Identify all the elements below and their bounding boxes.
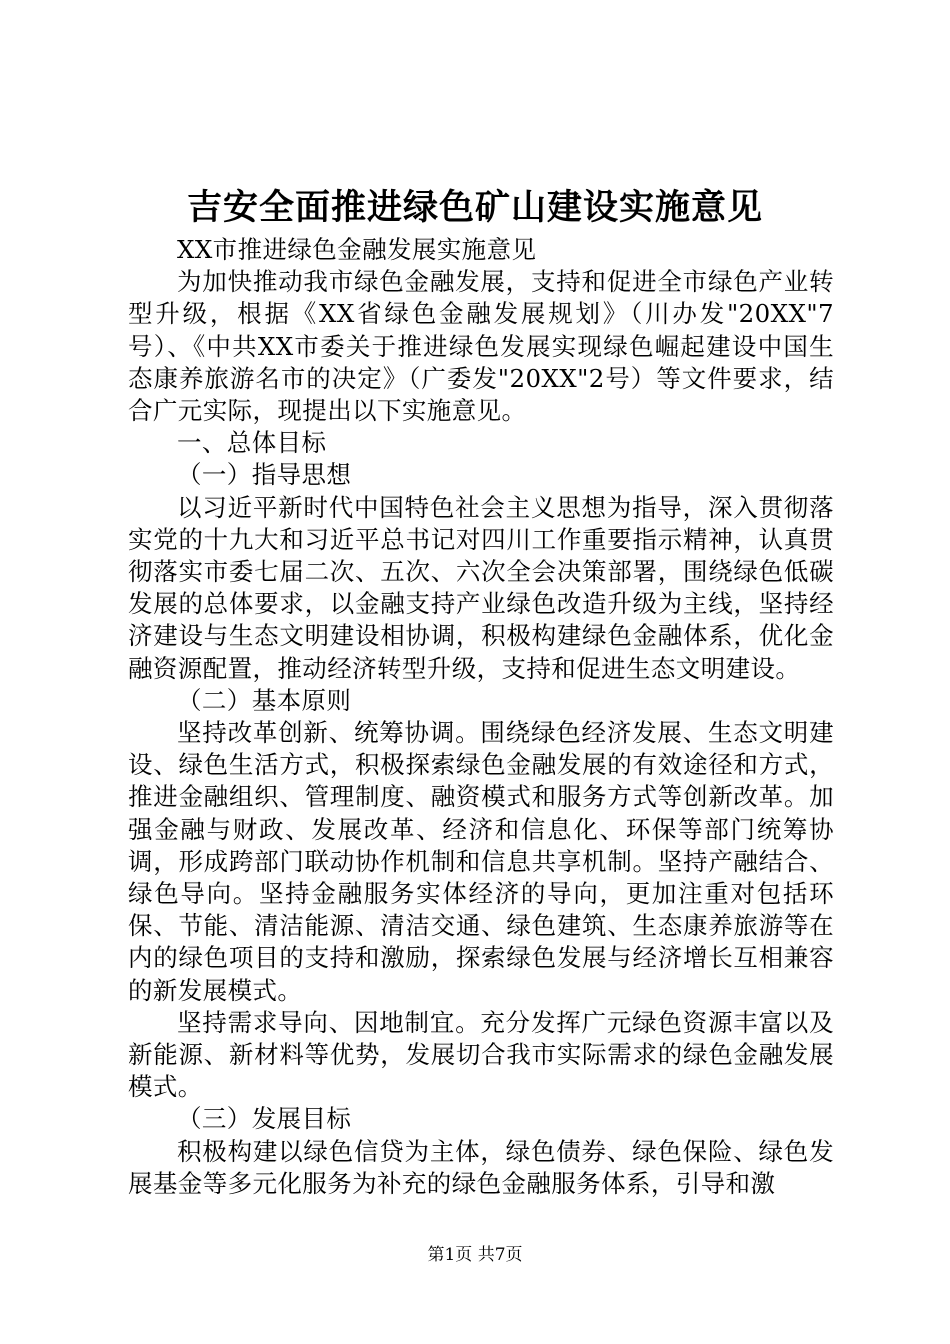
heading-overall-goals: 一、总体目标 [177, 428, 327, 458]
document-title: 吉安全面推进绿色矿山建设实施意见 [186, 187, 763, 228]
paragraph-guiding-ideology: 以习近平新时代中国特色社会主义思想为指导，深入贯彻落实党的十九大和习近平总书记对四川工作重要指示精神，认真贯彻落实市委七届二次、五次、六次全会决策部署，围绕绿色低碳发展的总体要求，以金融支持产业绿色改造升级为主线，坚持经济建设与生态文明建设相协调，积极构建绿色金融体系，优化金融资源配置，推动经济转型升级，支持和促进生态文明建设。 [128, 492, 834, 683]
page-footer: 第1页 共7页 [427, 1245, 523, 1265]
paragraph-principle-reform: 坚持改革创新、统筹协调。围绕绿色经济发展、生态文明建设、绿色生活方式，积极探索绿色金融发展的有效途径和方式，推进金融组织、管理制度、融资模式和服务方式等创新改革。加强金融与财政、发展改革、经济和信息化、环保等部门统筹协调，形成跨部门联动协作机制和信息共享机制。坚持产融结合、绿色导向。坚持金融服务实体经济的导向，更加注重对包括环保、节能、清洁能源、清洁交通、绿色建筑、生态康养旅游等在内的绿色项目的支持和激励，探索绿色发展与经济增长互相兼容的新发展模式。 [128, 718, 834, 1005]
heading-guiding-ideology: （一）指导思想 [177, 460, 352, 490]
paragraph-development-goals: 积极构建以绿色信贷为主体，绿色债券、绿色保险、绿色发展基金等多元化服务为补充的绿色金融服务体系，引导和激 [128, 1136, 834, 1198]
heading-development-goals: （三）发展目标 [177, 1104, 352, 1134]
heading-basic-principles: （二）基本原则 [177, 685, 352, 715]
paragraph-principle-demand: 坚持需求导向、因地制宜。充分发挥广元绿色资源丰富以及新能源、新材料等优势，发展切合我市实际需求的绿色金融发展模式。 [128, 1007, 834, 1102]
paragraph-intro: 为加快推动我市绿色金融发展，支持和促进全市绿色产业转型升级，根据《XX省绿色金融发展规划》（川办发"20XX"7号）、《中共XX市委关于推进绿色发展实现绿色崛起建设中国生态康养旅游名市的决定》（广委发"20XX"2号）等文件要求，结合广元实际，现提出以下实施意见。 [128, 267, 834, 426]
paragraph-subtitle: XX市推进绿色金融发展实施意见 [177, 235, 537, 264]
document-body [128, 234, 834, 1200]
